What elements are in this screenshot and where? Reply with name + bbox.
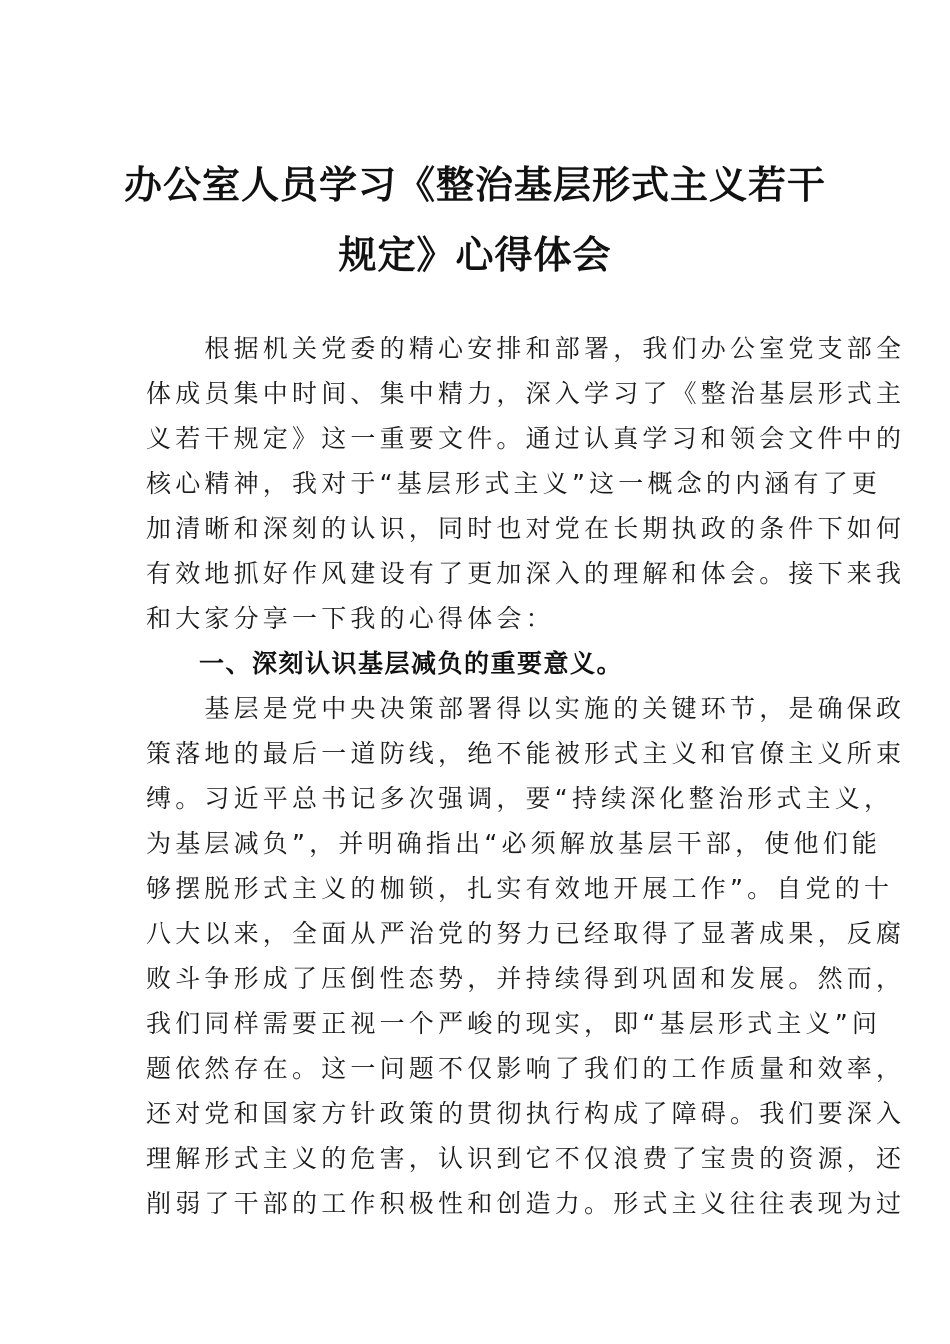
paragraph-line: 削弱了干部的工作积极性和创造力。形式主义往往表现为过 — [146, 1189, 906, 1218]
paragraph-line: 有效地抓好作风建设有了更加深入的理解和体会。接下来我 — [146, 559, 906, 588]
paragraph-line: 还对党和国家方针政策的贯彻执行构成了障碍。我们要深入 — [146, 1099, 906, 1128]
paragraph-line: 基层是党中央决策部署得以实施的关键环节，是确保政 — [146, 694, 906, 723]
paragraph-line: 核心精神，我对于“基层形式主义”这一概念的内涵有了更 — [146, 469, 882, 498]
document-title-line-2: 规定》心得体会 — [338, 232, 612, 277]
paragraph-line: 和大家分享一下我的心得体会： — [146, 604, 555, 633]
paragraph-line: 题依然存在。这一问题不仅影响了我们的工作质量和效率， — [146, 1054, 906, 1083]
paragraph-line: 策落地的最后一道防线，绝不能被形式主义和官僚主义所束 — [146, 739, 906, 768]
section-heading-1: 一、深刻认识基层减负的重要意义。 — [146, 649, 624, 678]
paragraph-line: 我们同样需要正视一个严峻的现实，即“基层形式主义”问 — [146, 1009, 882, 1038]
paragraph-line: 理解形式主义的危害，认识到它不仅浪费了宝贵的资源，还 — [146, 1144, 906, 1173]
paragraph-line: 八大以来，全面从严治党的努力已经取得了显著成果，反腐 — [146, 919, 906, 948]
paragraph-line: 加清晰和深刻的认识，同时也对党在长期执政的条件下如何 — [146, 514, 906, 543]
paragraph-line: 缚。习近平总书记多次强调，要“持续深化整治形式主义， — [146, 784, 894, 813]
paragraph-line: 为基层减负”，并明确指出“必须解放基层干部，使他们能 — [146, 829, 882, 858]
paragraph-line: 够摆脱形式主义的枷锁，扎实有效地开展工作”。自党的十 — [146, 874, 894, 903]
paragraph-line: 根据机关党委的精心安排和部署，我们办公室党支部全 — [146, 334, 906, 363]
document-title-line-1: 办公室人员学习《整治基层形式主义若干 — [123, 162, 826, 207]
paragraph-line: 义若干规定》这一重要文件。通过认真学习和领会文件中的 — [146, 424, 906, 453]
paragraph-line: 败斗争形成了压倒性态势，并持续得到巩固和发展。然而， — [146, 964, 906, 993]
paragraph-line: 体成员集中时间、集中精力，深入学习了《整治基层形式主 — [146, 379, 906, 408]
